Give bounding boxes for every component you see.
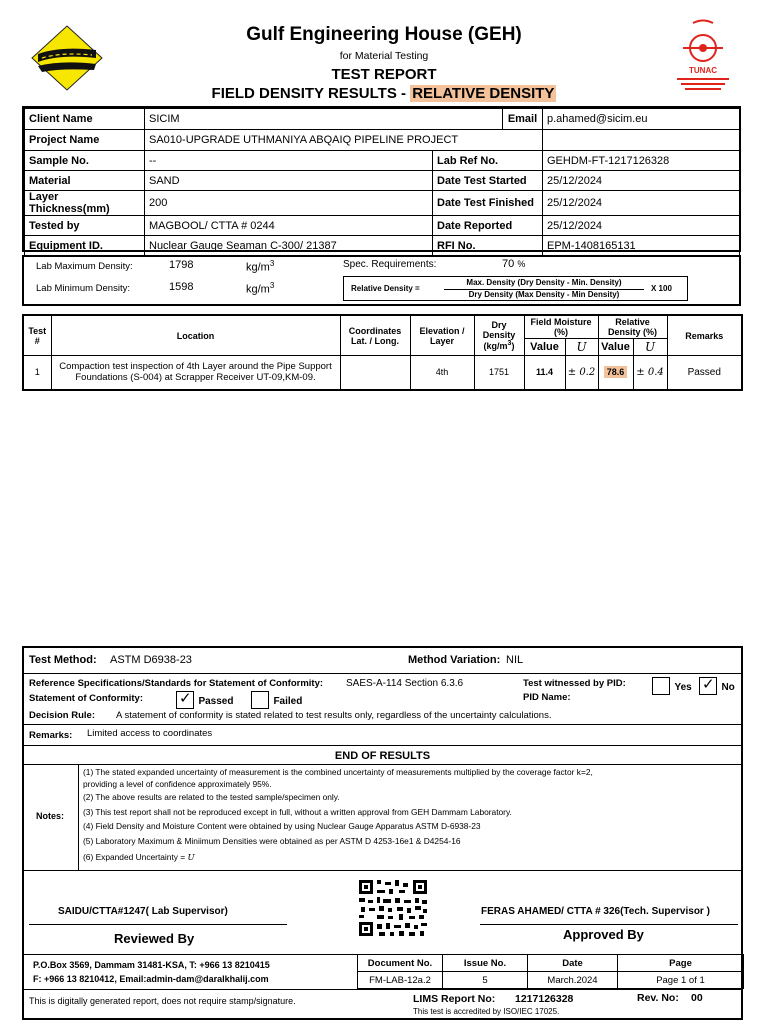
conformity-passed-checkbox[interactable]: ✓ Passed xyxy=(176,691,233,709)
testedby-label: Tested by xyxy=(25,216,145,236)
lab-min-value: 1598 xyxy=(169,281,194,293)
material-value: SAND xyxy=(145,171,433,191)
doc-no-value: FM-LAB-12a.2 xyxy=(358,972,443,989)
formula-label: Relative Density = xyxy=(351,284,420,293)
test-method-label: Test Method: xyxy=(29,654,97,666)
client-value: SICIM xyxy=(145,109,503,130)
note-1: (1) The stated expanded uncertainty of measurement is the combined uncertainty of measurements multiplied by the coverage factor k=2, xyxy=(83,767,593,777)
lab-max-label: Lab Maximum Density: xyxy=(36,261,133,272)
witness-label: Test witnessed by PID: xyxy=(523,678,626,689)
lims-label: LIMS Report No: xyxy=(413,993,496,1005)
note-5: (5) Laboratory Maximum & Miniimum Densities were obtained as per ASTM D 4253-16e1 & D4254-16 xyxy=(83,835,461,846)
row-remarks: Passed xyxy=(667,356,742,390)
footer-address-line1: P.O.Box 3569, Dammam 31481-KSA, T: +966 13 8210415 xyxy=(33,960,270,970)
client-label: Client Name xyxy=(25,109,145,130)
reference-value: SAES-A-114 Section 6.3.6 xyxy=(346,678,464,689)
row-coordinates xyxy=(340,356,410,390)
issue-no-value: 5 xyxy=(443,972,528,989)
document-control-table xyxy=(357,954,744,989)
lab-max-value: 1798 xyxy=(169,259,194,271)
report-title-prefix: FIELD DENSITY RESULTS - xyxy=(211,85,411,102)
finished-value: 25/12/2024 xyxy=(543,191,740,216)
lab-min-unit: $kg/m^3$ xyxy=(246,281,275,296)
doc-no-label: Document No. xyxy=(358,955,443,972)
notes-list xyxy=(83,767,593,864)
info-table xyxy=(24,108,740,256)
row-relative-u: ± 0.4 xyxy=(633,356,667,390)
header-dry-density: Dry Density $(kg/m^3)$ xyxy=(474,315,524,356)
approved-by-label: Approved By xyxy=(563,927,644,942)
header-relative-u: U xyxy=(633,339,667,356)
reviewer-name: SAIDU/CTTA#1247( Lab Supervisor) xyxy=(58,906,228,917)
lab-min-label: Lab Minimum Density: xyxy=(36,283,130,294)
note-6: (6) Expanded Uncertainty = U xyxy=(83,852,195,862)
method-variation-label: Method Variation: xyxy=(408,654,501,666)
tunac-accreditation-logo xyxy=(663,18,743,96)
header-location: Location xyxy=(51,315,340,356)
remarks-text: Limited access to coordinates xyxy=(87,728,213,739)
reported-label: Date Reported xyxy=(433,216,543,236)
digital-report-note: This is digitally generated report, does not require stamp/signature. xyxy=(29,996,296,1006)
project-value: SA010-UPGRADE UTHMANIYA ABQAIQ PIPELINE PROJECT xyxy=(145,130,543,151)
header-moisture-value: Value xyxy=(524,339,565,356)
spec-label: Spec. Requirements: xyxy=(343,259,437,270)
remarks-label: Remarks: xyxy=(29,730,73,741)
equipment-label: Equipment ID. xyxy=(25,236,145,256)
issue-no-label: Issue No. xyxy=(443,955,528,972)
header-relative-density: Relative Density (%) xyxy=(598,315,667,339)
reference-label: Reference Specifications/Standards for Statement of Conformity: xyxy=(29,678,324,689)
note-4: (4) Field Density and Moisture Content were obtained by using Nuclear Gauge Apparatus ASTM D-6938-23 xyxy=(83,821,481,831)
results-table xyxy=(22,314,743,391)
sample-value: -- xyxy=(145,151,433,171)
witness-no-checkbox[interactable]: ✓ No xyxy=(699,677,735,695)
labref-value: GEHDM-FT-1217126328 xyxy=(543,151,740,171)
notes-label: Notes: xyxy=(36,811,65,821)
conformity-label: Statement of Conformity: xyxy=(29,693,143,704)
reviewed-by-label: Reviewed By xyxy=(114,931,195,946)
note-2: (2) The above results are related to the tested sample/specimen only. xyxy=(83,792,340,802)
header-remarks: Remarks xyxy=(667,315,742,356)
accreditation-note: This test is accredited by ISO/IEC 17025. xyxy=(413,1007,560,1016)
sample-label: Sample No. xyxy=(25,151,145,171)
company-subtitle: for Material Testing xyxy=(339,50,429,62)
decision-rule-text: A statement of conformity is stated related to test results only, regardless of the uncertainty calculations. xyxy=(116,710,552,721)
started-label: Date Test Started xyxy=(433,171,543,191)
row-moisture-u: ± 0.2 xyxy=(565,356,598,390)
decision-rule-label: Decision Rule: xyxy=(29,710,95,721)
page-label: Page xyxy=(618,955,744,972)
method-variation-value: NIL xyxy=(506,654,524,666)
approver-name: FERAS AHAMED/ CTTA # 326(Tech. Supervisor ) xyxy=(481,906,710,917)
page-value: Page 1 of 1 xyxy=(618,972,744,989)
row-location: Compaction test inspection of 4th Layer around the Pipe Support Foundations (S-004) at Scrapper Receiver UT-09,KM-09. xyxy=(51,356,340,390)
thickness-value: 200 xyxy=(145,191,433,216)
formula-multiplier: X 100 xyxy=(651,284,672,293)
header-relative-value: Value xyxy=(598,339,633,356)
project-label: Project Name xyxy=(25,130,145,151)
row-moisture-value: 11.4 xyxy=(524,356,565,390)
note-1-cont: providing a level of confidence approximately 95%. xyxy=(83,778,272,789)
spec-value: 70 % xyxy=(502,258,526,270)
company-name: Gulf Engineering House (GEH) xyxy=(246,24,522,45)
testedby-value: MAGBOOL/ CTTA # 0244 xyxy=(145,216,433,236)
tunac-text: TUNAC xyxy=(689,66,717,75)
row-relative-value: 78.6 xyxy=(598,356,633,390)
rev-no-label: Rev. No: xyxy=(637,992,679,1004)
formula-numerator: Max. Density (Dry Density - Min. Density) xyxy=(466,278,622,287)
test-method-value: ASTM D6938-23 xyxy=(110,654,192,666)
lab-max-unit: $kg/m^3$ xyxy=(246,259,275,274)
date-value: March.2024 xyxy=(528,972,618,989)
relative-density-formula xyxy=(343,276,688,301)
header-test: Test # xyxy=(23,315,51,356)
pid-name-label: PID Name: xyxy=(523,692,571,703)
rfi-value: EPM-1408165131 xyxy=(543,236,740,256)
equipment-value: Nuclear Gauge Seaman C-300/ 21387 xyxy=(145,236,433,256)
row-layer: 4th xyxy=(410,356,474,390)
conformity-failed-checkbox[interactable]: Failed xyxy=(251,691,302,709)
reported-value: 25/12/2024 xyxy=(543,216,740,236)
lims-value: 1217126328 xyxy=(515,993,574,1005)
report-type: TEST REPORT xyxy=(331,66,437,83)
table-row xyxy=(23,356,742,390)
header-elevation: Elevation / Layer xyxy=(410,315,474,356)
footer-address-line2: F: +966 13 8210412, Email:admin-dam@daralkhalij.com xyxy=(33,974,269,984)
email-value: p.ahamed@sicim.eu xyxy=(543,109,740,130)
started-value: 25/12/2024 xyxy=(543,171,740,191)
rev-no-value: 00 xyxy=(691,992,703,1004)
report-title-highlight: RELATIVE DENSITY xyxy=(412,85,555,102)
labref-label: Lab Ref No. xyxy=(433,151,543,171)
qr-code xyxy=(357,878,429,938)
report-title xyxy=(0,85,768,102)
date-label: Date xyxy=(528,955,618,972)
formula-denominator: Dry Density (Max Density - Min Density) xyxy=(468,290,620,299)
note-3: (3) This test report shall not be reproduced except in full, without a written approval from GEH Dammam Laboratory. xyxy=(83,806,512,817)
end-of-results: END OF RESULTS xyxy=(334,750,431,762)
email-label: Email xyxy=(503,109,543,130)
header-field-moisture: Field Moisture (%) xyxy=(524,315,598,339)
finished-label: Date Test Finished xyxy=(433,191,543,216)
row-test: 1 xyxy=(23,356,51,390)
rfi-label: RFI No. xyxy=(433,236,543,256)
header-moisture-u: U xyxy=(565,339,598,356)
witness-yes-checkbox[interactable]: Yes xyxy=(652,677,692,695)
thickness-label: Layer Thickness(mm) xyxy=(25,191,145,216)
header-coordinates: Coordinates Lat. / Long. xyxy=(340,315,410,356)
material-label: Material xyxy=(25,171,145,191)
row-dry-density: 1751 xyxy=(474,356,524,390)
